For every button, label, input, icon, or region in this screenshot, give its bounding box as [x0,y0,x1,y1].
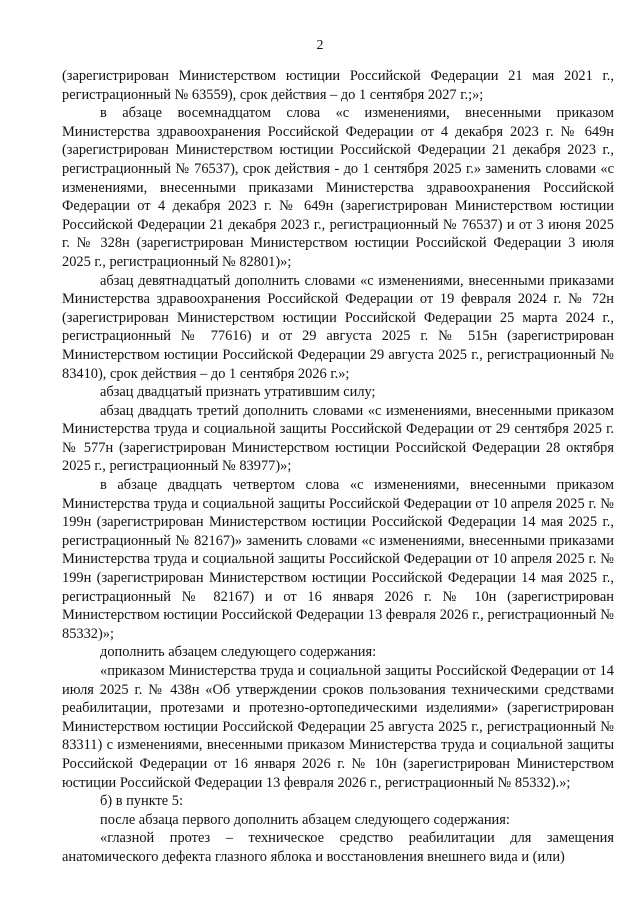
page-number: 2 [316,38,324,53]
paragraph-add-abzac: дополнить абзацем следующего содержания: [100,644,377,661]
paragraph-abzac-19: абзац девятнадцатый дополнить словами «с изменениями, внесенными приказами Министерства здравоохранения Российской Федерации от 19 февраля 2024 г. № 72н (зарегистрирован Министерством юстиции Российской Федерации 25 марта 2024 г., регистрационный № 77616) и от 29 августа 2025 г. № 515н (зарегистрирован Министерством юстиции Российской Федерации 29 августа 2025 г., регистрационный № 83410), срок действия – до 1 сентября 2026 г.»; [62,272,614,382]
paragraph-item-b: б) в пункте 5: [100,793,183,810]
paragraph-abzac-24: в абзаце двадцать четвертом слова «с изменениями, внесенными приказом Министерства труда и социальной защиты Российской Федерации от 10 апреля 2025 г. № 199н (зарегистрирован Министерством юстиции Российской Федерации 14 мая 2025 г., регистрационный № 82167)» заменить словами «с изменениями, внесенными приказами Министерства труда и социальной защиты Российской Федерации от 10 апреля 2025 г. № 199н (зарегистрирован Министерством юстиции Российской Федерации 14 мая 2025 г., регистрационный № 82167) и от 16 января 2026 г. № 10н (зарегистрирован Министерством юстиции Российской Федерации 13 февраля 2026 г., регистрационный № 85332)»; [62,477,614,642]
document-body [62,67,614,867]
paragraph-abzac-23: абзац двадцать третий дополнить словами «с изменениями, внесенными приказом Министерства труда и социальной защиты Российской Федерации от 29 сентября 2025 г. № 577н (зарегистрирован Министерством юстиции Российской Федерации 28 октября 2025 г., регистрационный № 83977)»; [62,402,614,475]
paragraph-eye-prosthesis: «глазной протез – техническое средство реабилитации для замещения анатомического дефекта глазного яблока и восстановления внешнего вида и (или) [62,830,614,865]
paragraph-continuation: (зарегистрирован Министерством юстиции Российской Федерации 21 мая 2021 г., регистрационный № 63559), срок действия – до 1 сентября 2027 г.;»; [62,68,614,103]
paragraph-abzac-20: абзац двадцатый признать утратившим силу; [100,384,376,401]
paragraph-after-first: после абзаца первого дополнить абзацем следующего содержания: [100,811,510,828]
paragraph-quoted-order: «приказом Министерства труда и социальной защиты Российской Федерации от 14 июля 2025 г. № 438н «Об утверждении сроков пользования техническими средствами реабилитации, протезами и протезно-ортопедическими изделиями» (зарегистрирован Министерством юстиции Российской Федерации 25 августа 2025 г., регистрационный № 83311) с изменениями, внесенными приказом Министерства труда и социальной защиты Российской Федерации от 16 января 2026 г. № 10н (зарегистрирован Министерством юстиции Российской Федерации 13 февраля 2026 г., регистрационный № 85332).»; [62,663,614,791]
paragraph-abzac-18: в абзаце восемнадцатом слова «с изменениями, внесенными приказом Министерства здравоохранения Российской Федерации от 4 декабря 2023 г. № 649н (зарегистрирован Министерством юстиции Российской Федерации 21 декабря 2023 г., регистрационный № 76537), срок действия - до 1 сентября 2025 г.» заменить словами «с изменениями, внесенными приказами Министерства здравоохранения Российской Федерации от 4 декабря 2023 г. № 649н (зарегистрирован Министерством юстиции Российской Федерации 21 декабря 2023 г., регистрационный № 76537) и от 3 июня 2025 г. № 328н (зарегистрирован Министерством юстиции Российской Федерации 3 июля 2025 г., регистрационный № 82801)»; [62,105,614,270]
